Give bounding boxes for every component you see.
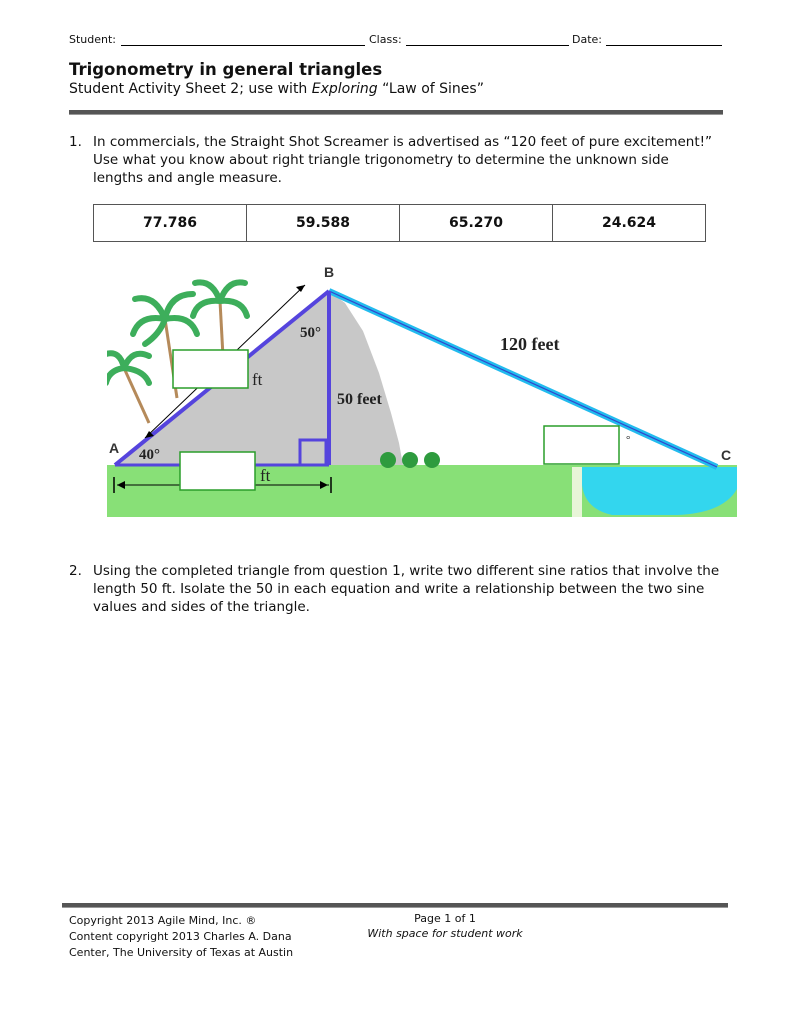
answer-table: [93, 204, 706, 242]
class-label: Class:: [369, 33, 402, 46]
footer-note: With space for student work: [367, 927, 523, 940]
side-ab-answer-box[interactable]: [173, 350, 248, 388]
answer-cell: 24.624: [553, 205, 706, 242]
ab-unit-label: ft: [252, 370, 263, 389]
answer-row: [94, 205, 706, 242]
subtitle-italic: Exploring: [311, 81, 378, 97]
base-answer-box[interactable]: [180, 452, 255, 490]
footer-copyright-3: Center, The University of Texas at Austin: [69, 946, 294, 959]
page-title: Trigonometry in general triangles: [69, 60, 383, 79]
hypotenuse-label: 120 feet: [500, 334, 560, 354]
subtitle-prefix: Student Activity Sheet 2; use with: [69, 81, 312, 97]
angle-b-label: 50°: [300, 325, 321, 341]
angle-a-label: 40°: [139, 447, 160, 463]
title-rule: [69, 110, 723, 115]
date-label: Date:: [572, 33, 602, 46]
triangle-figure: [107, 263, 737, 517]
angle-c-answer-box[interactable]: [544, 426, 619, 464]
answer-cell: 65.270: [400, 205, 553, 242]
footer-page: Page 1 of 1: [414, 912, 476, 925]
bushes-icon: [380, 452, 440, 468]
subtitle-suffix: “Law of Sines”: [377, 81, 484, 97]
date-field[interactable]: [606, 34, 722, 46]
footer-copyright-2: Content copyright 2013 Charles A. Dana: [69, 930, 292, 943]
footer-rule: [62, 903, 728, 908]
height-label: 50 feet: [337, 391, 382, 408]
student-field[interactable]: [121, 34, 365, 46]
angle-c-degree: °: [626, 434, 631, 446]
question1-number: 1.: [69, 134, 82, 150]
vertex-c-label: C: [721, 447, 732, 463]
student-label: Student:: [69, 33, 117, 46]
answer-cell: 77.786: [94, 205, 247, 242]
base-unit-label: ft: [260, 466, 271, 485]
triangle-diagram: [107, 263, 737, 517]
footer-copyright-1: Copyright 2013 Agile Mind, Inc. ®: [69, 914, 257, 927]
arrow-head-icon: [296, 285, 305, 292]
class-field[interactable]: [406, 34, 569, 46]
shore-strip: [572, 467, 582, 517]
vertex-a-label: A: [109, 440, 120, 456]
question1-text: In commercials, the Straight Shot Screamer is advertised as “120 feet of pure excitement!” Use what you know about right triangle trigonometry to determine the unknown side lengths and angle measure.: [93, 134, 713, 186]
page-subtitle: [69, 81, 484, 97]
question2-number: 2.: [69, 563, 82, 579]
water: [582, 467, 737, 515]
answer-cell: 59.588: [247, 205, 400, 242]
vertex-b-label: B: [324, 264, 335, 280]
question2-text: Using the completed triangle from question 1, write two different sine ratios that involve the length 50 ft. Isolate the 50 in each equation and write a relationship between the two sine values and sides of the triangle.: [93, 563, 720, 615]
